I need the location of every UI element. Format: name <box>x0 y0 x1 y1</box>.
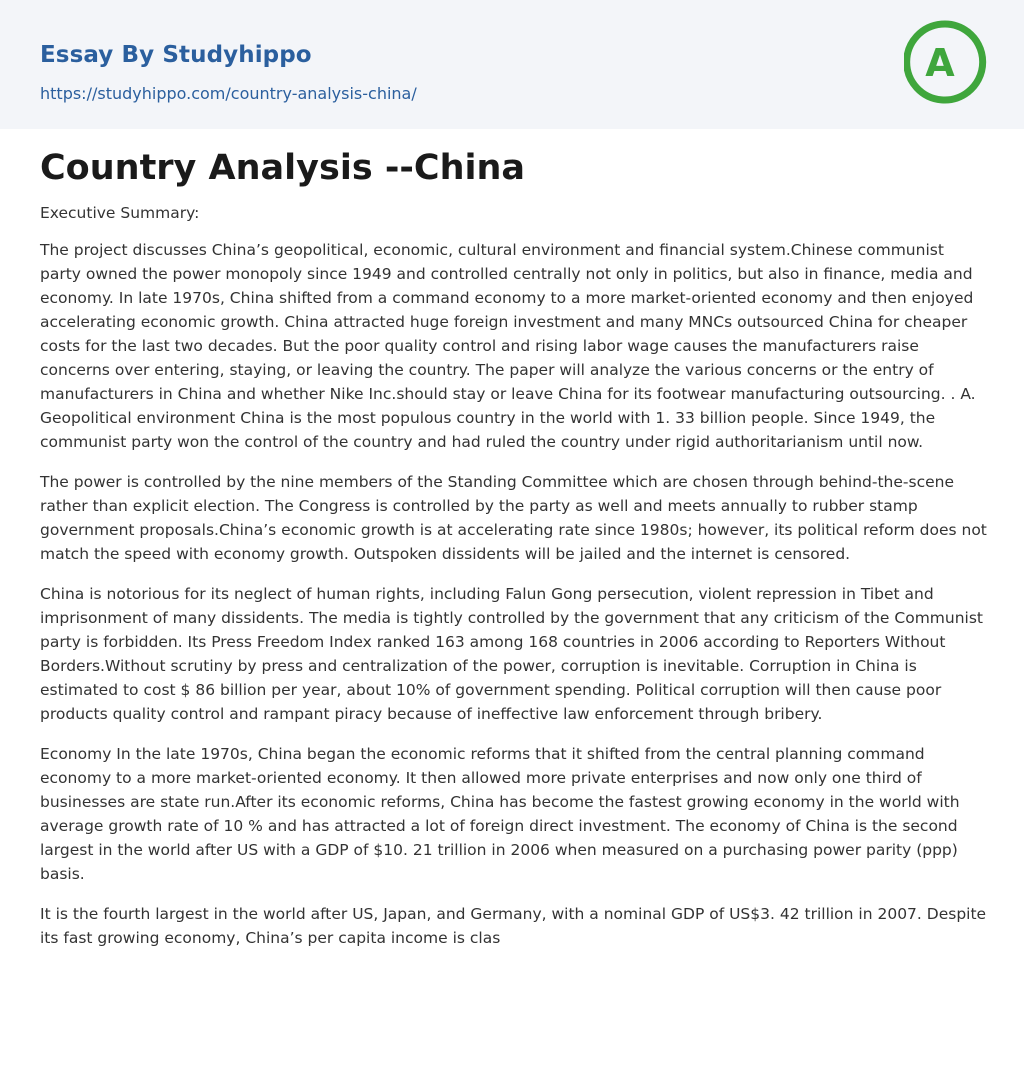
brand-title[interactable]: Essay By Studyhippo <box>40 42 312 68</box>
page-title: Country Analysis --China <box>40 148 526 188</box>
executive-summary-label: Executive Summary: <box>40 204 200 222</box>
article-paragraph: The project discusses China’s geopolitical, economic, cultural environment and financial system.Chinese communist party owned the power monopoly since 1949 and controlled centrally not only in politics, but also in finance, media and economy. In late 1970s, China shifted from a command economy to a more market-oriented economy and then enjoyed accelerating economic growth. China attracted huge foreign investment and many MNCs outsourced China for cheaper costs for the last two decades. But the poor quality control and rising labor wage causes the manufacturers raise concerns over entering, staying, or leaving the country. The paper will analyze the various concerns or the entry of manufacturers in China and whether Nike Inc.should stay or leave China for its footwear manufacturing outsourcing. . A. Geopolitical environment China is the most populous country in the world with 1. 33 billion people. Since 1949, the communist party won the control of the country and had ruled the country under rigid authoritarianism until now. <box>40 241 976 451</box>
article-content <box>40 144 988 950</box>
studyhippo-logo-icon[interactable] <box>904 18 988 106</box>
site-header <box>0 0 1024 129</box>
essay-url-link[interactable]: https://studyhippo.com/country-analysis-china/ <box>40 84 417 103</box>
article-paragraph: It is the fourth largest in the world after US, Japan, and Germany, with a nominal GDP of US$3. 42 trillion in 2007. Despite its fast growing economy, China’s per capita income is clas <box>40 905 987 947</box>
article-paragraph: China is notorious for its neglect of human rights, including Falun Gong persecution, violent repression in Tibet and imprisonment of many dissidents. The media is tightly controlled by the government that any criticism of the Communist party is forbidden. Its Press Freedom Index ranked 163 among 168 countries in 2006 according to Reporters Without Borders.Without scrutiny by press and centralization of the power, corruption is inevitable. Corruption in China is estimated to cost $ 86 billion per year, about 10% of government spending. Political corruption will then cause poor products quality control and rampant piracy because of ineffective law enforcement through bribery. <box>40 585 984 723</box>
logo-letter: A <box>925 41 955 85</box>
article-paragraph: The power is controlled by the nine members of the Standing Committee which are chosen through behind-the-scene rather than explicit election. The Congress is controlled by the party as well and meets annually to rubber stamp government proposals.China’s economic growth is at accelerating rate since 1980s; however, its political reform does not match the speed with economy growth. Outspoken dissidents will be jailed and the internet is censored. <box>40 473 987 563</box>
article-paragraph: Economy In the late 1970s, China began the economic reforms that it shifted from the central planning command economy to a more market-oriented economy. It then allowed more private enterprises and now only one third of businesses are state run.After its economic reforms, China has become the fastest growing economy in the world with average growth rate of 10 % and has attracted a lot of foreign direct investment. The economy of China is the second largest in the world after US with a GDP of $10. 21 trillion in 2006 when measured on a purchasing power parity (ppp) basis. <box>40 745 960 883</box>
